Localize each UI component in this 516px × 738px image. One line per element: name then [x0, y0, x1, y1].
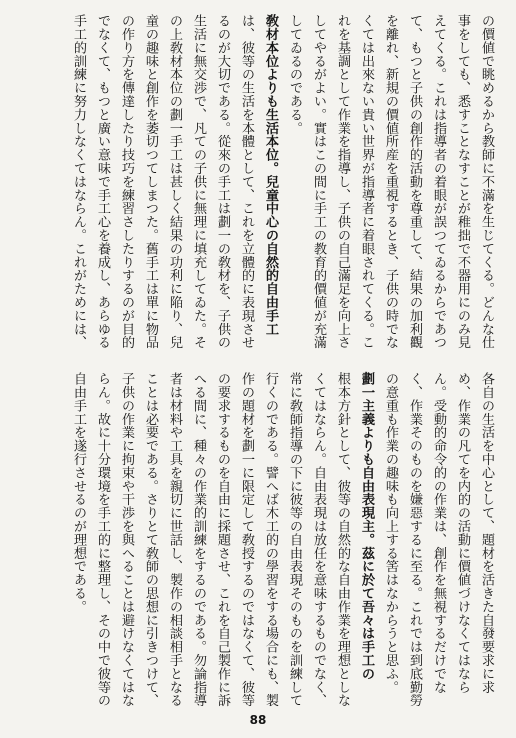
text-column: らん。故に十分環境を手工的に整理し、その中で彼等の	[95, 372, 110, 707]
text-column: め、作業の凡てを内的の活動に價値づけなくてはなら	[455, 372, 470, 694]
text-column: 童の趣味と創作を萎切つてしまつた。舊手工は單に物品	[143, 14, 158, 349]
text-column: の作り方を傳達したり技巧を練習さしたりするのが目的	[119, 14, 134, 349]
text-column: 作の題材を劃一に限定して敎授するのではなくて、彼等	[239, 372, 254, 707]
text-column: くては出來ない貴い世界が指導者に着眼されてくる。こ	[359, 14, 374, 349]
text-column: してゐるのである。	[287, 14, 302, 135]
text-column: の價値で眺めるから教師に不滿を生じてくる。どんな仕	[479, 14, 494, 349]
section-heading-column: 敎材本位よりも生活本位。兒童中心の自然的自由手工	[263, 14, 278, 336]
text-column: へる間に、種々の作業的訓練をするのである。勿論指導	[191, 372, 206, 707]
text-column: ん。受動的命令的の作業は、創作を無視するだけでな	[431, 372, 446, 694]
text-column: て、もつと子供の創作的活動を尊重して、結果の加利觀	[407, 14, 422, 349]
text-column: えてくる。これは指導者の着眼が誤つてゐるからであつ	[431, 14, 446, 349]
text-column: るのが大切である。從來の手工は劃一の敎材を、子供の	[215, 14, 230, 349]
text-column: く、作業そのものを嫌惡するに至る。これでは到底勤勞	[407, 372, 422, 707]
bottom-text-block	[66, 372, 498, 707]
text-column: を離れ、新規の價値所産を重視するとき、子供の時でな	[383, 14, 398, 349]
text-column: してやるがよい。實はこの間に手工の教育的價値が充滿	[311, 14, 326, 349]
text-column: の上敎材本位の劃一手工は甚しく結果の功利に陥り、兒	[167, 14, 182, 349]
text-column: 自由手工を遂行させるのが理想である。	[71, 372, 86, 614]
page-number: 88	[249, 713, 267, 727]
text-column: 者は材料や工具を親切に世話し、製作の相談相手となる	[167, 372, 182, 707]
text-column: れを基調として作業を指導し、子供の自己滿足を向上さ	[335, 14, 350, 349]
text-column: 事をしても、悉すことなすことが稚拙で不器用にのみ見	[455, 14, 470, 349]
text-column: は、彼等の生活を本體として、これを立體的に表現させ	[239, 14, 254, 349]
section-heading-column: 劃一主義よりも自由表現主。茲に於て吾々は手工の	[359, 372, 374, 681]
text-column: 行くのである。譬へば木工的の學習をする場合にも、製	[263, 372, 278, 707]
text-column: ことは必要である。さりとて敎師の思想に引きつけて、	[143, 372, 158, 707]
text-column: でなくて、もつと廣い意味で手工心を養成し、あらゆる	[95, 14, 110, 349]
text-column: の意重も作業の趣味も向上する筈はなからうと思ふ。	[383, 372, 398, 694]
top-text-block	[66, 14, 498, 349]
text-column: 根本方針として、彼等の自然的な自由作業を理想としな	[335, 372, 350, 707]
text-column: 子供の作業に拘束や干渉を與へることは避けなくてはな	[119, 372, 134, 707]
text-column: くてはならん。自由表現は放任を意味するものでなく、	[311, 372, 326, 707]
text-column: 常に敎師指導の下に彼等の自由表現そのものを訓練して	[287, 372, 302, 707]
text-column: 各自の生活を中心として、題材を活きた自發要求に求	[479, 372, 494, 694]
text-column: 手工的訓練に努力しなくてはならん。これがためには、	[71, 14, 86, 349]
text-column: 生活に無交渉で、凡ての子供に無理に填充してゐた。そ	[191, 14, 206, 349]
text-column: の要求するものを自由に採題させ、これを自己製作に訴	[215, 372, 230, 707]
